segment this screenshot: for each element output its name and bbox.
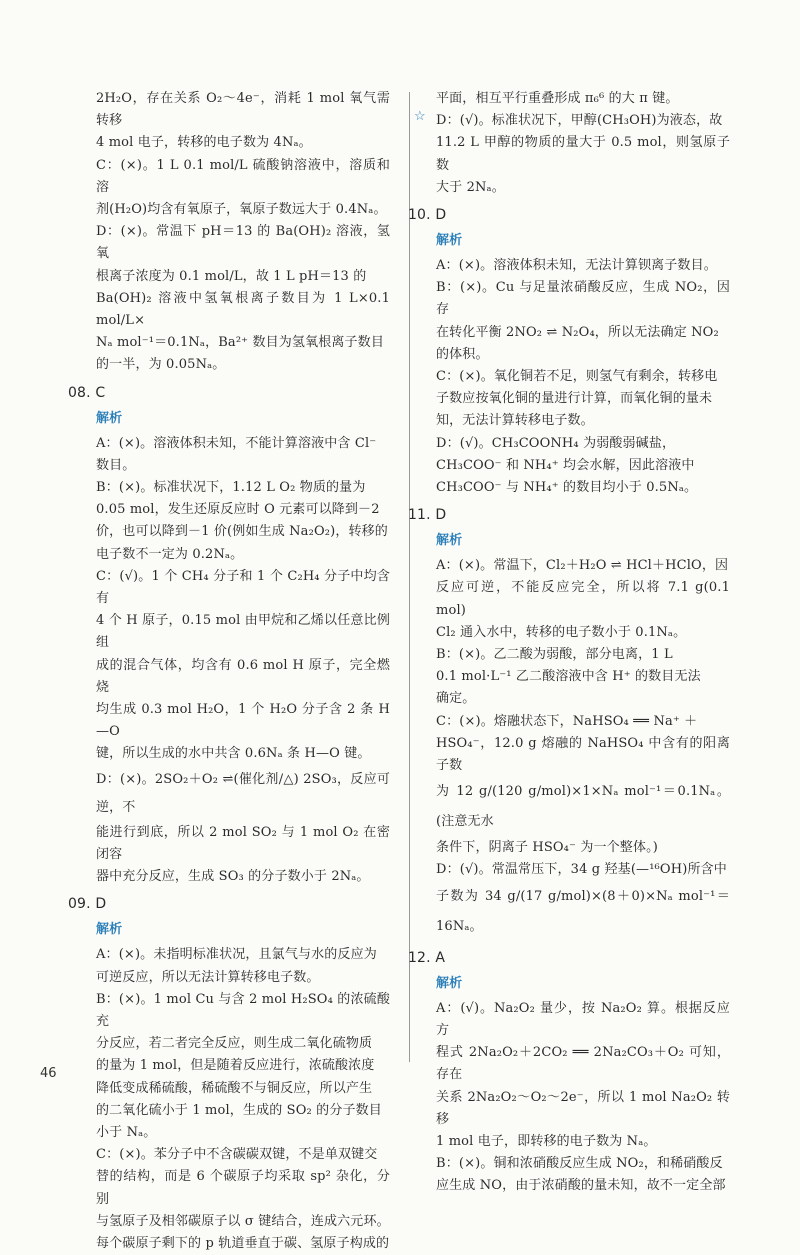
text-line: 子数应按氧化铜的量进行计算，而氧化铜的量未 bbox=[436, 391, 713, 407]
text-line: 在转化平衡 2NO₂ ⇌ N₂O₄，所以无法确定 NO₂ bbox=[436, 324, 719, 340]
text-line: A：(×)。常温下，Cl₂＋H₂O ⇌ HCl＋HClO，因 bbox=[436, 558, 729, 574]
question-number-11: 11. D bbox=[408, 507, 447, 524]
text-line: A：(×)。溶液体积未知，不能计算溶液中含 Cl⁻ bbox=[96, 435, 377, 451]
text-line: B：(×)。1 mol Cu 与含 2 mol H₂SO₄ 的浓硫酸充 bbox=[96, 991, 390, 1029]
text-line: Cl₂ 通入水中，转移的电子数小于 0.1Nₐ。 bbox=[436, 624, 687, 640]
text-line: 降低变成稀硫酸，稀硫酸不与铜反应，所以产生 bbox=[96, 1080, 373, 1096]
text-line: 关系 2Na₂O₂～O₂～2e⁻，所以 1 mol Na₂O₂ 转移 bbox=[436, 1089, 730, 1127]
text-line: 2H₂O，存在关系 O₂～4e⁻，消耗 1 mol 氧气需转移 bbox=[96, 91, 390, 129]
text-line: C：(×)。氧化铜若不足，则氢气有剩余，转移电 bbox=[436, 369, 718, 385]
text-line: 平面，相互平行重叠形成 π₆⁶ 的大 π 键。 bbox=[436, 91, 679, 106]
right-column bbox=[408, 88, 730, 1198]
text-line: B：(×)。乙二酸为弱酸，部分电离，1 L bbox=[436, 647, 673, 663]
text-line: 1 mol 电子，即转移的电子数为 Nₐ。 bbox=[436, 1133, 657, 1149]
text-line: 分反应，若二者完全反应，则生成二氧化硫物质 bbox=[96, 1036, 373, 1052]
text-line: D：(√)。常温常压下，34 g 羟基(—¹⁶OH)所含中 bbox=[436, 862, 727, 878]
text-line: 与氢原子及相邻碳原子以 σ 键结合，连成六元环。 bbox=[96, 1213, 390, 1229]
text-line: 替的结构，而是 6 个碳原子均采取 sp² 杂化，分别 bbox=[96, 1169, 390, 1207]
text-line: Nₐ mol⁻¹＝0.1Nₐ，Ba²⁺ 数目为氢氧根离子数目 bbox=[96, 335, 384, 351]
text-line: 的一半，为 0.05Nₐ。 bbox=[96, 357, 226, 373]
text-line: 键，所以生成的水中共含 0.6Nₐ 条 H—O 键。 bbox=[96, 746, 371, 762]
text-line: A：(×)。溶液体积未知，无法计算钡离子数目。 bbox=[436, 258, 717, 274]
text-line: A：(×)。未指明标准状况，且氯气与水的反应为 bbox=[96, 947, 377, 963]
star-icon: ☆ bbox=[414, 109, 426, 125]
text-line: D：(√)。CH₃COONH₄ 为弱酸弱碱盐， bbox=[436, 435, 676, 451]
text-line: 0.05 mol，发生还原反应时 O 元素可以降到－2 bbox=[96, 502, 380, 518]
question-number-09: 09. D bbox=[68, 896, 107, 913]
text-line: 条件下，阴离子 HSO₄⁻ 为一个整体。) bbox=[436, 840, 658, 856]
analysis-heading: 解析 bbox=[96, 410, 123, 426]
page-number: 46 bbox=[40, 1066, 57, 1081]
text-line: 确定。 bbox=[436, 691, 476, 707]
text-line: C：(√)。1 个 CH₄ 分子和 1 个 C₂H₄ 分子中均含有 bbox=[96, 568, 390, 607]
question-number-08: 08. C bbox=[68, 384, 106, 401]
text-line: 应生成 NO，由于浓硝酸的量未知，故不一定全部 bbox=[436, 1178, 726, 1194]
text-line: CH₃COO⁻ 和 NH₄⁺ 均会水解，因此溶液中 bbox=[436, 457, 695, 473]
text-line: 的二氧化硫小于 1 mol，生成的 SO₂ 的分子数目 bbox=[96, 1102, 382, 1118]
text-line: 数目。 bbox=[96, 457, 136, 473]
analysis-heading: 解析 bbox=[436, 975, 463, 991]
text-line: 剂(H₂O)均含有氧原子，氧原子数远大于 0.4Nₐ。 bbox=[96, 202, 387, 218]
text-line: 成的混合气体，均含有 0.6 mol H 原子，完全燃烧 bbox=[96, 657, 390, 695]
text-line: HSO₄⁻，12.0 g 熔融的 NaHSO₄ 中含有的阳离子数 bbox=[436, 735, 730, 774]
text-line: 每个碳原子剩下的 p 轨道垂直于碳、氢原子构成的 bbox=[96, 1235, 390, 1251]
text-line: 可逆反应，所以无法计算转移电子数。 bbox=[96, 969, 320, 985]
text-line: D：(√)。标准状况下，甲醇(CH₃OH)为液态，故 bbox=[436, 113, 723, 129]
text-line: C：(×)。熔融状态下，NaHSO₄ ══ Na⁺ ＋ bbox=[436, 713, 698, 729]
text-line: 器中充分反应，生成 SO₃ 的分子数小于 2Nₐ。 bbox=[96, 869, 370, 885]
text-line: 11.2 L 甲醇的物质的量大于 0.5 mol，则氢原子数 bbox=[436, 135, 730, 173]
text-line: A：(√)。Na₂O₂ 量少，按 Na₂O₂ 算。根据反应方 bbox=[436, 1000, 730, 1038]
text-line: 根离子浓度为 0.1 mol/L，故 1 L pH＝13 的 bbox=[96, 268, 367, 284]
text-line: CH₃COO⁻ 与 NH₄⁺ 的数目均小于 0.5Nₐ。 bbox=[436, 480, 698, 496]
analysis-heading: 解析 bbox=[436, 233, 463, 249]
text-line: 程式 2Na₂O₂＋2CO₂ ══ 2Na₂CO₃＋O₂ 可知，存在 bbox=[436, 1045, 730, 1083]
text-line: 子数为 34 g/(17 g/mol)×(8＋0)×Nₐ mol⁻¹＝16Nₐ。 bbox=[436, 888, 730, 934]
question-number-10: 10. D bbox=[408, 207, 447, 224]
text-line: B：(×)。标准状况下，1.12 L O₂ 物质的量为 bbox=[96, 480, 366, 496]
analysis-heading: 解析 bbox=[436, 533, 463, 549]
question-number-12: 12. A bbox=[408, 949, 446, 966]
text-line: B：(×)。Cu 与足量浓硝酸反应，生成 NO₂，因存 bbox=[436, 280, 730, 318]
text-line: 均生成 0.3 mol H₂O，1 个 H₂O 分子含 2 条 H—O bbox=[96, 702, 390, 740]
left-column bbox=[68, 88, 390, 1255]
text-line: 0.1 mol·L⁻¹ 乙二酸溶液中含 H⁺ 的数目无法 bbox=[436, 669, 701, 685]
text-line: 知，无法计算转移电子数。 bbox=[436, 413, 594, 429]
text-line: 反应可逆，不能反应完全，所以将 7.1 g(0.1 mol) bbox=[436, 580, 730, 618]
text-line: 小于 Nₐ。 bbox=[96, 1124, 157, 1140]
text-line: Ba(OH)₂ 溶液中氢氧根离子数目为 1 L×0.1 mol/L× bbox=[96, 290, 390, 329]
text-line: 大于 2Nₐ。 bbox=[436, 179, 505, 195]
starred-line bbox=[414, 109, 730, 132]
column-divider bbox=[409, 92, 410, 1062]
text-line: 的量为 1 mol，但是随着反应进行，浓硫酸浓度 bbox=[96, 1058, 375, 1074]
text-line: 为 12 g/(120 g/mol)×1×Nₐ mol⁻¹＝0.1Nₐ。(注意无水 bbox=[436, 784, 730, 830]
text-line: B：(×)。铜和浓硝酸反应生成 NO₂，和稀硝酸反 bbox=[436, 1156, 723, 1172]
text-line: C：(×)。1 L 0.1 mol/L 硫酸钠溶液中，溶质和溶 bbox=[96, 157, 390, 195]
text-line: D：(×)。常温下 pH＝13 的 Ba(OH)₂ 溶液，氢氧 bbox=[96, 224, 390, 262]
text-line: 价，也可以降到－1 价(例如生成 Na₂O₂)，转移的 bbox=[96, 524, 388, 540]
text-line: D：(×)。2SO₂＋O₂ ⇌(催化剂/△) 2SO₃，反应可逆，不 bbox=[96, 771, 390, 815]
text-line: C：(×)。苯分子中不含碳碳双键，不是单双键交 bbox=[96, 1147, 378, 1163]
analysis-heading: 解析 bbox=[96, 922, 123, 938]
text-line: 4 个 H 原子，0.15 mol 由甲烷和乙烯以任意比例组 bbox=[96, 613, 390, 651]
text-line: 的体积。 bbox=[436, 346, 489, 362]
text-line: 能进行到底，所以 2 mol SO₂ 与 1 mol O₂ 在密闭容 bbox=[96, 824, 390, 862]
text-line: 4 mol 电子，转移的电子数为 4Nₐ。 bbox=[96, 135, 312, 151]
text-line: 电子数不一定为 0.2Nₐ。 bbox=[96, 546, 244, 562]
